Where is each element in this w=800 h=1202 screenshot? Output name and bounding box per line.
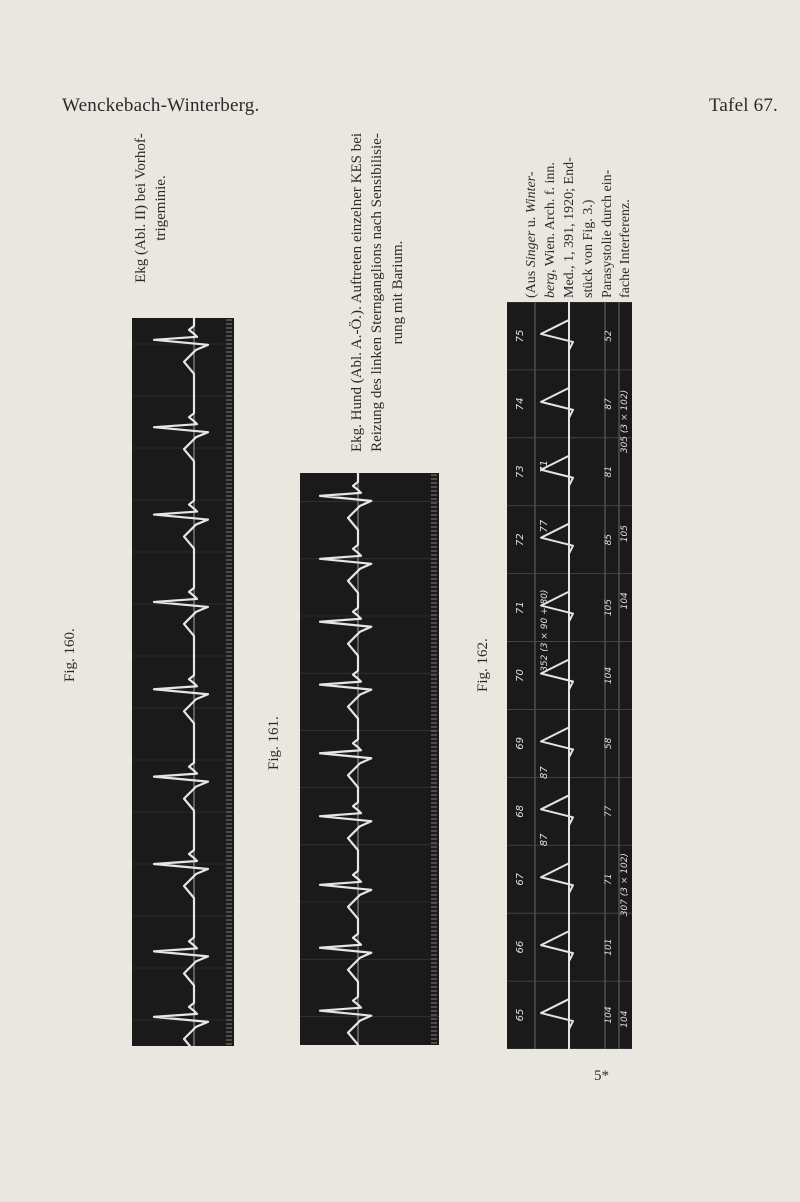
bottom-interval-value: 58 xyxy=(604,737,614,750)
bottom-group-value: 105 xyxy=(620,524,630,543)
top-interval-value: 71 xyxy=(539,459,550,473)
bottom-group-value: 104 xyxy=(620,1010,630,1028)
fig161-caption-line: Ekg. Hund (Abl. A.-Ö.). Auftreten einzelner KES bei xyxy=(349,132,365,453)
page-signature: 5* xyxy=(594,1068,609,1084)
bottom-interval-value: 104 xyxy=(604,1006,614,1024)
beat-number: 66 xyxy=(515,940,526,954)
fig160-label: Fig. 160. xyxy=(62,628,78,682)
bottom-interval-value: 105 xyxy=(604,598,614,617)
fig162-caption-line: fache Interferenz. xyxy=(618,199,634,298)
fig160-caption-line: Ekg (Abl. II) bei Vorhof- xyxy=(133,133,149,283)
fig161-caption-line: rung mit Barium. xyxy=(389,240,406,345)
beat-number: 73 xyxy=(515,465,526,479)
bottom-interval-value: 104 xyxy=(604,666,614,685)
bottom-interval-value: 85 xyxy=(604,533,614,546)
top-interval-value: 77 xyxy=(539,519,550,533)
bottom-interval-value: 87 xyxy=(604,398,614,410)
fig161-ecg-strip xyxy=(300,473,439,1045)
fig160-caption xyxy=(131,118,172,298)
top-group-value: 352 (3 × 90 + 80) xyxy=(540,589,550,672)
bottom-interval-value: 81 xyxy=(604,466,614,478)
fig162-ecg-strip xyxy=(507,302,632,1049)
bottom-group-value: 305 (3 × 102) xyxy=(620,389,630,454)
fig161-ecg-trace xyxy=(300,473,439,1045)
running-header-plate: Tafel 67. xyxy=(708,95,778,116)
beat-number: 71 xyxy=(515,601,526,614)
fig162-caption-line: Parasystolie durch ein- xyxy=(599,169,615,298)
fig162-label: Fig. 162. xyxy=(475,638,491,692)
beat-number: 65 xyxy=(515,1008,526,1022)
fig162-ecg-trace xyxy=(507,302,632,1049)
fig162-caption-line: Med., 1, 391, 1920; End- xyxy=(561,157,577,298)
beat-number: 68 xyxy=(515,804,526,818)
bottom-interval-value: 71 xyxy=(604,873,614,885)
fig160-ecg-strip xyxy=(132,318,234,1046)
fig160-ecg-trace xyxy=(132,318,234,1046)
bottom-interval-value: 52 xyxy=(604,330,614,342)
top-interval-value: 87 xyxy=(539,833,550,847)
ecg-waveform xyxy=(154,318,208,1046)
ecg-waveform xyxy=(541,302,573,1049)
fig162-caption-line: berg, Wien. Arch. f. inn. xyxy=(542,162,558,298)
beat-number: 69 xyxy=(515,737,526,750)
top-interval-value: 87 xyxy=(539,766,550,779)
beat-number: 72 xyxy=(515,533,526,547)
beat-number: 67 xyxy=(515,872,526,886)
bottom-interval-value: 77 xyxy=(604,805,614,818)
bottom-group-value: 104 xyxy=(620,592,630,610)
fig162-caption xyxy=(523,108,636,298)
bottom-group-value: 307 (3 × 102) xyxy=(620,853,630,917)
beat-number: 75 xyxy=(515,329,526,343)
beat-number: 74 xyxy=(515,397,526,411)
beat-number: 70 xyxy=(515,669,526,682)
fig161-caption-line: Reizung des linken Sternganglions nach Sensibilisie- xyxy=(369,133,386,452)
fig161-label: Fig. 161. xyxy=(266,716,282,770)
fig162-caption-line: stück von Fig. 3.) xyxy=(580,199,596,298)
running-header-author: Wenckebach-Winterberg. xyxy=(62,95,260,116)
bottom-interval-value: 101 xyxy=(604,938,614,956)
fig160-caption-line: trigeminie. xyxy=(153,175,170,241)
fig162-caption-line: (Aus Singer u. Winter- xyxy=(524,171,539,298)
fig161-caption xyxy=(347,120,408,465)
